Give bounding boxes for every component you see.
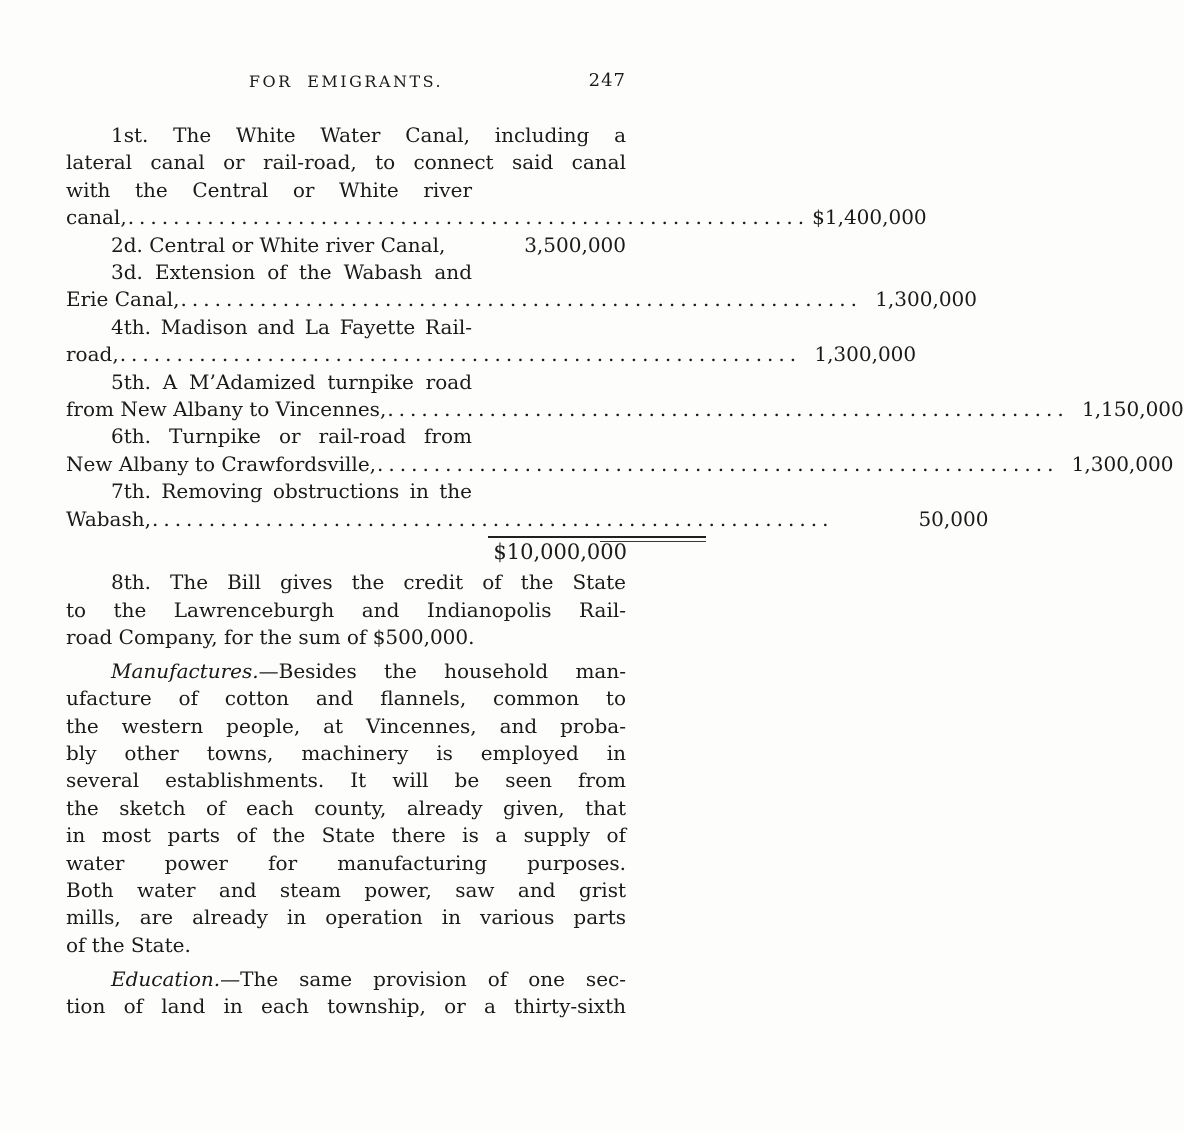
paragraph-line xyxy=(66,658,626,685)
paragraph-line: road Company, for the sum of $500,000. xyxy=(66,624,475,649)
ledger-line: 5th. A M’Adamized turnpike road xyxy=(111,369,472,394)
ledger-amount: $1,400,000 xyxy=(812,205,927,230)
ledger-line: 3d. Extension of the Wabash and xyxy=(111,260,472,285)
ledger-amount: 1,150,000 xyxy=(1081,397,1184,422)
page-body xyxy=(66,122,1184,1021)
paragraph-line: to the Lawrenceburgh and Indianopolis Rail- xyxy=(66,597,626,622)
dot-leader: ............................................................ xyxy=(387,397,1069,422)
paragraph-line: several establishments. It will be seen from xyxy=(66,768,626,793)
ledger-amount: 3,500,000 xyxy=(524,232,626,257)
ledger-label: from New Albany to Vincennes, xyxy=(66,397,387,422)
paragraph-line: of the State. xyxy=(66,932,191,957)
dot-leader: ............................................................ xyxy=(151,506,834,531)
section-lead-education: Education. xyxy=(111,966,221,991)
total-amount: $10,000,000 xyxy=(493,540,627,565)
section-lead-manufactures: Manufactures. xyxy=(111,658,259,683)
page-number: 247 xyxy=(588,70,626,91)
ledger-row xyxy=(66,451,1174,478)
ledger-label: Erie Canal, xyxy=(66,287,180,312)
paragraph-line: water power for manufacturing purposes. xyxy=(66,850,626,875)
ledger-label: canal, xyxy=(66,205,127,230)
paragraph-line: Both water and steam power, saw and grist xyxy=(66,878,626,903)
ledger-line: 6th. Turnpike or rail-road from xyxy=(111,424,472,449)
paragraph-line xyxy=(66,966,626,993)
dot-leader: ............................................................ xyxy=(127,205,810,230)
dot-leader: ............................................................ xyxy=(180,287,862,312)
ledger-label: road, xyxy=(66,342,119,367)
paragraph-line: in most parts of the State there is a supply of xyxy=(66,823,626,848)
ledger-row xyxy=(66,232,626,259)
paragraph-line: mills, are already in operation in various parts xyxy=(66,905,626,930)
running-title: FOR EMIGRANTS. xyxy=(248,72,444,91)
ledger-amount: 1,300,000 xyxy=(814,342,917,367)
ledger-line: with the Central or White river xyxy=(66,177,472,202)
paragraph-text: —Besides the household man- xyxy=(258,658,626,683)
ledger-label: New Albany to Crawfordsville, xyxy=(66,451,377,476)
total-row xyxy=(66,535,626,568)
dot-leader: ............................................................ xyxy=(119,342,802,367)
ledger-amount: 50,000 xyxy=(918,506,989,531)
page-header xyxy=(66,72,626,96)
ledger-row xyxy=(66,506,989,533)
ledger-label: Wabash, xyxy=(66,506,151,531)
paragraph-line: the sketch of each county, already given, that xyxy=(66,795,626,820)
total-rule xyxy=(488,536,706,538)
ledger-row xyxy=(66,341,917,368)
ledger-amount: 1,300,000 xyxy=(1071,451,1174,476)
ledger-line: lateral canal or rail-road, to connect said canal xyxy=(66,150,626,175)
paragraph-line: ufacture of cotton and flannels, common to xyxy=(66,686,626,711)
text-block xyxy=(66,70,1184,1021)
ledger-line: 4th. Madison and La Fayette Rail- xyxy=(111,314,472,339)
ledger-row xyxy=(66,286,977,313)
dot-leader: ............................................................ xyxy=(377,451,1059,476)
ledger-line: 7th. Removing obstructions in the xyxy=(111,479,472,504)
paragraph-line: bly other towns, machinery is employed in xyxy=(66,741,626,766)
ledger-row xyxy=(66,396,1184,423)
paragraph-text: —The same provision of one sec- xyxy=(220,966,626,991)
ledger-label: 2d. Central or White river Canal, xyxy=(111,232,446,257)
ledger-amount: 1,300,000 xyxy=(875,287,977,312)
paragraph-line: the western people, at Vincennes, and proba- xyxy=(66,713,626,738)
ledger-line: 1st. The White Water Canal, including a xyxy=(111,123,626,147)
ledger-row xyxy=(66,204,927,231)
paragraph-line: tion of land in each township, or a thirty-sixth xyxy=(66,994,626,1019)
paragraph-line: 8th. The Bill gives the credit of the State xyxy=(111,570,626,595)
